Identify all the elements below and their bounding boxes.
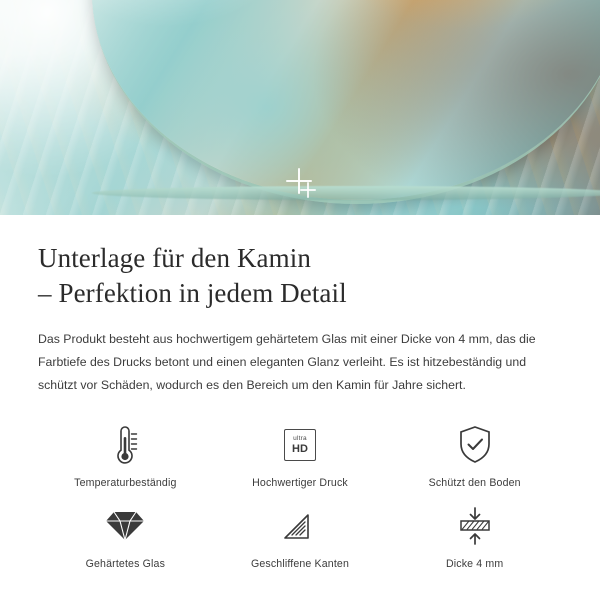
feature-grid [38,422,562,570]
feature-label: Hochwertiger Druck [252,477,348,490]
feature-item-thickness [387,503,562,570]
thermometer-icon [108,422,142,468]
feature-label: Gehärtetes Glas [85,558,166,571]
feature-item-temperature [38,422,213,489]
page-title-line-2: – Perfektion in jedem Detail [38,277,347,308]
product-description-text: Das Produkt besteht aus hochwertigem gehärtetem Glas mit einer Dicke von 4 mm, das die Farbtiefe des Drucks betont und einen eleganten Glanz verleiht. Es ist hitzebeständig und schützt vor Schäden, wodurch es den Bereich um den Kamin für Jahre sichert. [38,332,536,392]
feature-label: Dicke 4 mm [445,558,504,571]
diamond-icon [105,503,145,549]
hero-image [0,0,600,215]
polished-edges-icon [281,503,319,549]
feature-item-floor-protection [387,422,562,489]
page-title-line-1: Unterlage für den Kamin [38,243,311,273]
sparkle-small-icon [300,182,316,198]
glass-plate-edge [92,186,600,200]
glass-plate-image [92,0,600,204]
feature-item-tempered-glass [38,503,213,570]
feature-label: Geschliffene Kanten [250,558,350,571]
ultra-hd-top-label: ultra [293,435,307,443]
feature-label: Schützt den Boden [428,477,521,490]
thickness-icon [456,503,494,549]
content-section [0,215,600,570]
feature-item-polished-edges [213,503,388,570]
page-title [38,241,562,310]
feature-label: Temperaturbeständig [74,477,177,490]
shield-check-icon [457,422,493,468]
ultra-hd-bottom-label: HD [292,442,308,455]
feature-item-print-quality [213,422,388,489]
ultra-hd-icon [284,422,316,468]
glass-plate-print [92,0,600,200]
